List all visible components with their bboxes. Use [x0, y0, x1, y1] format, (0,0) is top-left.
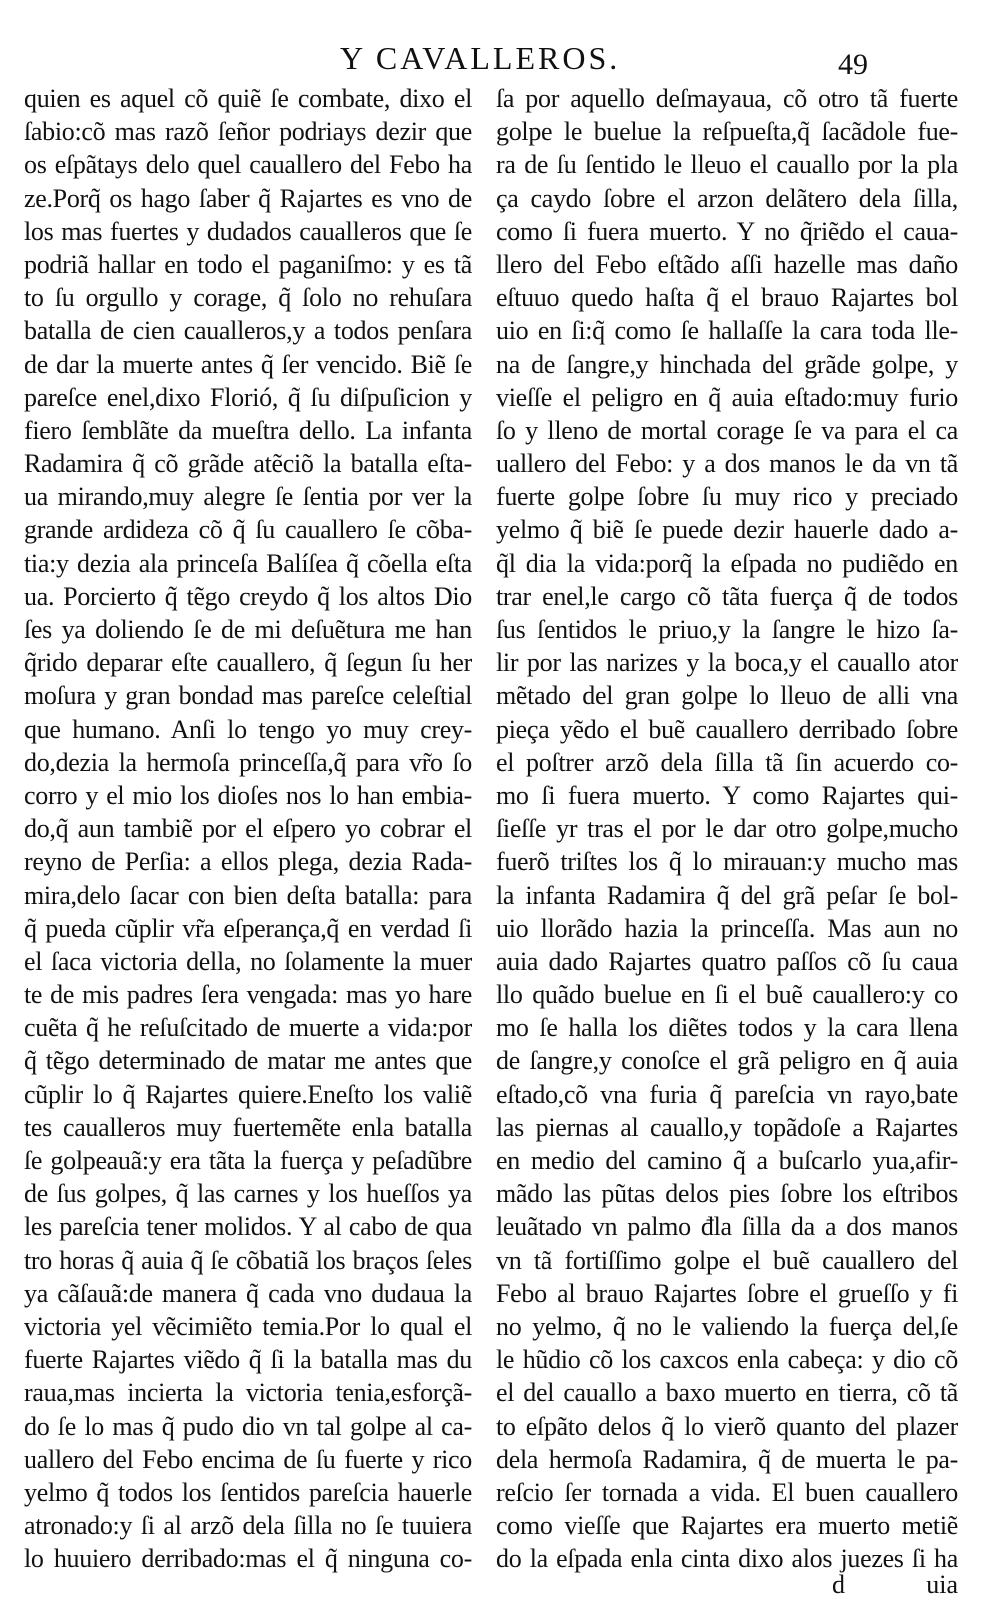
right-column-line: ſa por aquello deſmayaua, cõ otro tã fuerte	[496, 84, 958, 113]
right-column-line: no yelmo, q̃ no le valiendo la fuerça del,ſe	[496, 1311, 958, 1341]
left-column-line: do,q̃ aun tambiẽ por el eſpero yo cobrar el	[24, 814, 472, 844]
left-column-line: corro y el mio los dioſes nos lo han embia-	[24, 780, 472, 810]
left-column-line: grande ardideza cõ q̃ ſu cauallero ſe cõba-	[24, 515, 472, 545]
right-column-line: uio en ſi:q̃ como ſe hallaſſe la cara toda lle-	[496, 316, 958, 346]
left-column-line: lo huuiero derribado:mas el q̃ ninguna co-	[24, 1544, 472, 1574]
left-column-line: tia:y dezia ala princeſa Balíſea q̃ cõella eſta	[24, 548, 472, 578]
left-column-line: atronado:y ſi al arzõ dela ſilla no ſe tuuiera	[24, 1511, 472, 1541]
right-column-line: to eſpãto delos q̃ lo vierõ quanto del plazer	[496, 1411, 958, 1441]
right-column-line: trar enel,le cargo cõ tãta fuerça q̃ de todos	[496, 581, 958, 611]
left-column-line: ſes ya doliendo ſe de mi deſuẽtura me han	[24, 615, 472, 644]
right-column-line: ſus ſentidos le priuo,y la ſangre le hizo ſa-	[496, 615, 958, 644]
right-column-line: en medio del camino q̃ a buſcarlo yua,afir-	[496, 1146, 958, 1175]
signature-mark: d	[832, 1570, 845, 1599]
right-column-line: uio llorãdo hazia la princeſſa. Mas aun no	[496, 913, 958, 943]
left-column-line: q̃rido deparar eſte cauallero, q̃ ſegun ſu her	[24, 648, 472, 678]
left-column-line: cũplir lo q̃ Rajartes quiere.Eneſto los valiẽ	[24, 1079, 472, 1109]
right-column-line: vieſſe el peligro en q̃ auia eſtado:muy furio	[496, 382, 958, 412]
right-column-line: mẽtado del gran golpe lo lleuo de alli vna	[496, 681, 958, 711]
right-column-line: ra de ſu ſentido le lleuo el cauallo por la pla	[496, 150, 958, 180]
right-column-line: golpe le buelue la reſpueſta,q̃ ſacãdole fue-	[496, 117, 958, 147]
left-column-line: q̃ pueda cũplir vr̃a eſperança,q̃ en verdad ſi	[24, 913, 472, 943]
right-column-line: mo ſi fuera muerto. Y como Rajartes qui-	[496, 780, 958, 810]
right-column-line: leuãtado vn palmo đla ſilla da a dos manos	[496, 1212, 958, 1242]
left-column-line: pareſce enel,dixo Florió, q̃ ſu diſpuſicion y	[24, 382, 472, 412]
left-column-line: quien es aquel cõ quiẽ ſe combate, dixo el	[24, 84, 472, 113]
left-column-line: to ſu orgullo y corage, q̃ ſolo no rehuſara	[24, 283, 472, 313]
left-column-line: les pareſcia tener molidos. Y al cabo de qua	[24, 1212, 472, 1242]
right-column-line: dela hermoſa Radamira, q̃ de muerta le pa-	[496, 1444, 958, 1474]
right-column-line: auia dado Rajartes quatro paſſos cõ ſu caua	[496, 946, 958, 976]
left-column-line: mira,delo ſacar con bien deſta batalla: para	[24, 880, 472, 910]
left-column-line: ua mirando,muy alegre ſe ſentia por ver la	[24, 482, 472, 512]
right-column-line: pieça yẽdo el buẽ cauallero derribado ſobre	[496, 714, 958, 744]
right-column-line: reſcio ſer tornada a vida. El buen cauallero	[496, 1477, 958, 1507]
left-column-line: el ſaca victoria della, no ſolamente la muer	[24, 946, 472, 976]
right-column-line: q̃l dia la vida:porq̃ la eſpada no pudiẽdo en	[496, 548, 958, 578]
right-column-line: fuerõ triſtes los q̃ lo mirauan:y mucho mas	[496, 847, 958, 877]
right-column-line: vn tã fortiſſimo golpe el buẽ cauallero del	[496, 1245, 958, 1275]
right-column-line: el poſtrer arzõ dela ſilla tã ſin acuerdo co-	[496, 747, 958, 777]
left-column-line: q̃ tẽgo determinado de matar me antes que	[24, 1046, 472, 1076]
left-column-line: que humano. Anſi lo tengo yo muy crey-	[24, 714, 472, 744]
left-column-line: victoria yel vẽcimiẽto temia.Por lo qual el	[24, 1311, 472, 1341]
left-column-line: de ſus golpes, q̃ las carnes y los hueſſos ya	[24, 1179, 472, 1209]
right-column-line: llero del Febo eſtãdo aſſi hazelle mas daño	[496, 249, 958, 279]
left-column-line: uallero del Febo encima de ſu fuerte y rico	[24, 1444, 472, 1474]
left-column-line: Radamira q̃ cõ grãde atẽciõ la batalla eſta-	[24, 449, 472, 479]
right-column-line: do la eſpada enla cinta dixo alos juezes ſi ha	[496, 1544, 958, 1574]
left-column-line: tes caualleros muy fuertemẽte enla batalla	[24, 1112, 472, 1142]
right-column-line: Febo al brauo Rajartes ſobre el grueſſo y fi	[496, 1278, 958, 1308]
left-column-line: do ſe lo mas q̃ pudo dio vn tal golpe al ca-	[24, 1411, 472, 1441]
left-column-line: do,dezia la hermoſa princeſſa,q̃ para vr̃o ſo	[24, 747, 472, 777]
running-head: Y CAVALLEROS.	[340, 40, 621, 76]
left-column-line: ua. Porcierto q̃ tẽgo creydo q̃ los altos Dio	[24, 581, 472, 611]
right-column-line: ſo y lleno de mortal corage ſe va para el ca	[496, 415, 958, 445]
footer-catchline	[496, 1568, 958, 1601]
left-column-line: los mas fuertes y dudados caualleros que ſe	[24, 216, 472, 246]
right-column-line: de ſangre,y conoſce el grã peligro en q̃ auia	[496, 1046, 958, 1076]
right-column-line: eſtuuo quedo haſta q̃ el brauo Rajartes bol	[496, 283, 958, 313]
right-column-line: yelmo q̃ biẽ ſe puede dezir hauerle dado a-	[496, 515, 958, 545]
left-column-line: fiero ſemblãte da mueſtra dello. La infanta	[24, 415, 472, 445]
left-column-line: fuerte Rajartes viẽdo q̃ ſi la batalla mas du	[24, 1345, 472, 1375]
left-column-line: te de mis padres ſera vengada: mas yo hare	[24, 980, 472, 1010]
right-column	[496, 82, 958, 1575]
right-column-line: llo quãdo buelue en ſi el buẽ cauallero:y co	[496, 980, 958, 1010]
right-column-line: le hũdio cõ los caxcos enla cabeça: y dio cõ	[496, 1345, 958, 1375]
right-column-line: mo ſe halla los diẽtes todos y la cara llena	[496, 1013, 958, 1043]
page-number: 49	[838, 48, 868, 81]
left-column-line: ſabio:cõ mas razõ ſeñor podriays dezir que	[24, 117, 472, 147]
right-column-line: uallero del Febo: y a dos manos le da vn tã	[496, 449, 958, 479]
left-column-line: yelmo q̃ todos los ſentidos pareſcia hauerle	[24, 1477, 472, 1507]
left-column-line: tro horas q̃ auia q̃ ſe cõbatiã los braços ſeles	[24, 1245, 472, 1275]
right-column-line: la infanta Radamira q̃ del grã peſar ſe bol-	[496, 880, 958, 910]
left-column-line: podriã hallar en todo el paganiſmo: y es tã	[24, 249, 472, 279]
right-column-line: ſieſſe yr tras el por le dar otro golpe,mucho	[496, 814, 958, 844]
right-column-line: eſtado,cõ vna furia q̃ pareſcia vn rayo,bate	[496, 1079, 958, 1109]
left-column-line: ze.Porq̃ os hago ſaber q̃ Rajartes es vno de	[24, 183, 472, 213]
left-column-line: os eſpãtays delo quel cauallero del Febo ha	[24, 150, 472, 180]
right-column-line: las piernas al cauallo,y topãdoſe a Rajartes	[496, 1112, 958, 1142]
right-column-line: fuerte golpe ſobre ſu muy rico y preciado	[496, 482, 958, 512]
right-column-line: mãdo las pũtas delos pies ſobre los eſtribos	[496, 1179, 958, 1209]
right-column-line: el del cauallo a baxo muerto en tierra, cõ tã	[496, 1378, 958, 1408]
left-column-line: de dar la muerte antes q̃ ſer vencido. Biẽ ſe	[24, 349, 472, 379]
left-column-line: cuẽta q̃ he reſuſcitado de muerte a vida:por	[24, 1013, 472, 1043]
left-column-line: moſura y gran bondad mas pareſce celeſtial	[24, 681, 472, 711]
left-column-line: reyno de Perſia: a ellos plega, dezia Rada-	[24, 847, 472, 877]
right-column-line: na de ſangre,y hinchada del grãde golpe, y	[496, 349, 958, 379]
left-column-line: ſe golpeauã:y era tãta la fuerça y peſadũbre	[24, 1146, 472, 1175]
left-column	[24, 82, 472, 1575]
right-column-line: como vieſſe que Rajartes era muerto metiẽ	[496, 1511, 958, 1541]
left-column-line: batalla de cien caualleros,y a todos penſara	[24, 316, 472, 346]
right-column-line: lir por las narizes y la boca,y el cauallo ator	[496, 648, 958, 678]
left-column-line: ya cãſauã:de manera q̃ cada vno dudaua la	[24, 1278, 472, 1308]
right-column-line: ça caydo ſobre el arzon delãtero dela ſilla,	[496, 183, 958, 213]
right-column-line: como ſi fuera muerto. Y no q̃riẽdo el caua-	[496, 216, 958, 246]
catchword: uia	[926, 1570, 958, 1599]
left-column-line: raua,mas incierta la victoria tenia,esforçã-	[24, 1378, 472, 1408]
